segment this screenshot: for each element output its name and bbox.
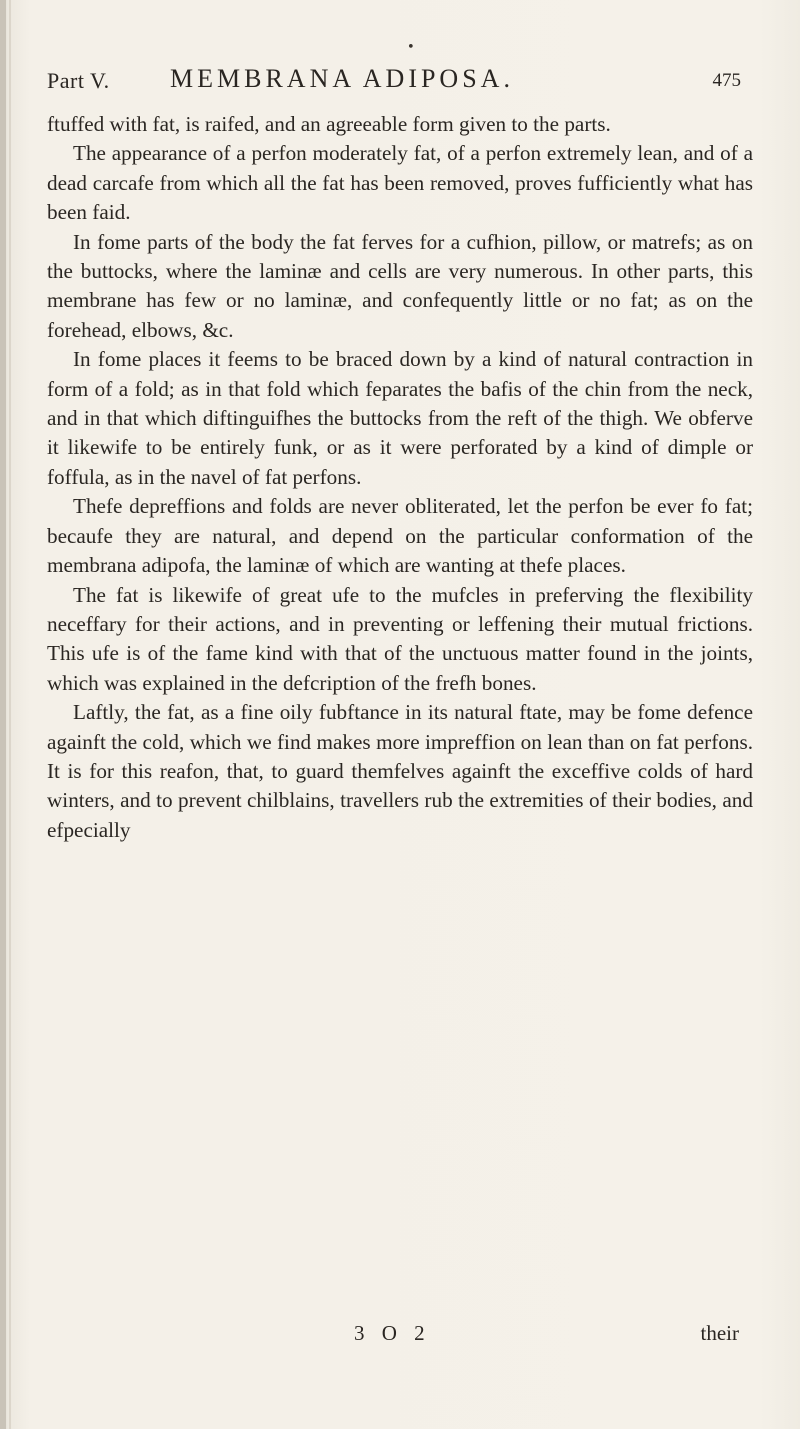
- paragraph: In fome parts of the body the fat ferves for a cufhion, pillow, or matrefs; as on the buttocks, where the laminæ and cells are very numerous. In other parts, this membrane has few or no laminæ, and confequently little or no fat; as on the forehead, elbows, &c.: [47, 229, 753, 342]
- paragraph: In fome places it feems to be braced down by a kind of natural contraction in form of a fold; as in that fold which feparates the bafis of the chin from the neck, and in that which diftinguifhes the buttocks from the reft of the thigh. We obferve it likewife to be entirely funk, or as it were perforated by a kind of dimple or foffula, as in the navel of fat perfons.: [47, 347, 753, 489]
- body-text: [47, 110, 753, 845]
- paragraph: The fat is likewife of great ufe to the mufcles in preferving the flexibility neceffary for their actions, and in preventing or leffening their mutual frictions. This ufe is of the fame kind with that of the unctuous matter found in the joints, which was explained in the defcription of the frefh bones.: [47, 582, 753, 695]
- header-title: MEMBRANA ADIPOSA.: [170, 64, 514, 93]
- page-number: 475: [712, 70, 741, 91]
- header-part: Part V.: [47, 68, 110, 93]
- signature-mark: 3 O 2: [354, 1321, 431, 1345]
- paragraph: Thefe depreffions and folds are never obliterated, let the perfon be ever fo fat; becaufe they are natural, and depend on the particular conformation of the membrana adipofa, the laminæ of which are wanting at thefe places.: [47, 494, 753, 578]
- paragraph: Laftly, the fat, as a fine oily fubftance in its natural ftate, may be fome defence againft the cold, which we find makes more impreffion on lean than on fat perfons. It is for this reafon, that, to guard themfelves againft the exceffive colds of hard winters, and to prevent chilblains, travellers rub the extremities of their bodies, and efpecially: [47, 700, 753, 842]
- header-ornament: •: [407, 40, 415, 55]
- page-spine-shadow: [0, 0, 6, 1429]
- paragraph-continuation: ftuffed with fat, is raifed, and an agreeable form given to the parts.: [47, 112, 611, 136]
- page-spine-line: [9, 0, 11, 1429]
- catchword: their: [700, 1321, 739, 1345]
- paragraph: The appearance of a perfon moderately fat, of a perfon extremely lean, and of a dead carcafe from which all the fat has been removed, proves fufficiently what has been faid.: [47, 141, 753, 225]
- running-header: [47, 64, 747, 100]
- page-footer: [47, 1321, 753, 1351]
